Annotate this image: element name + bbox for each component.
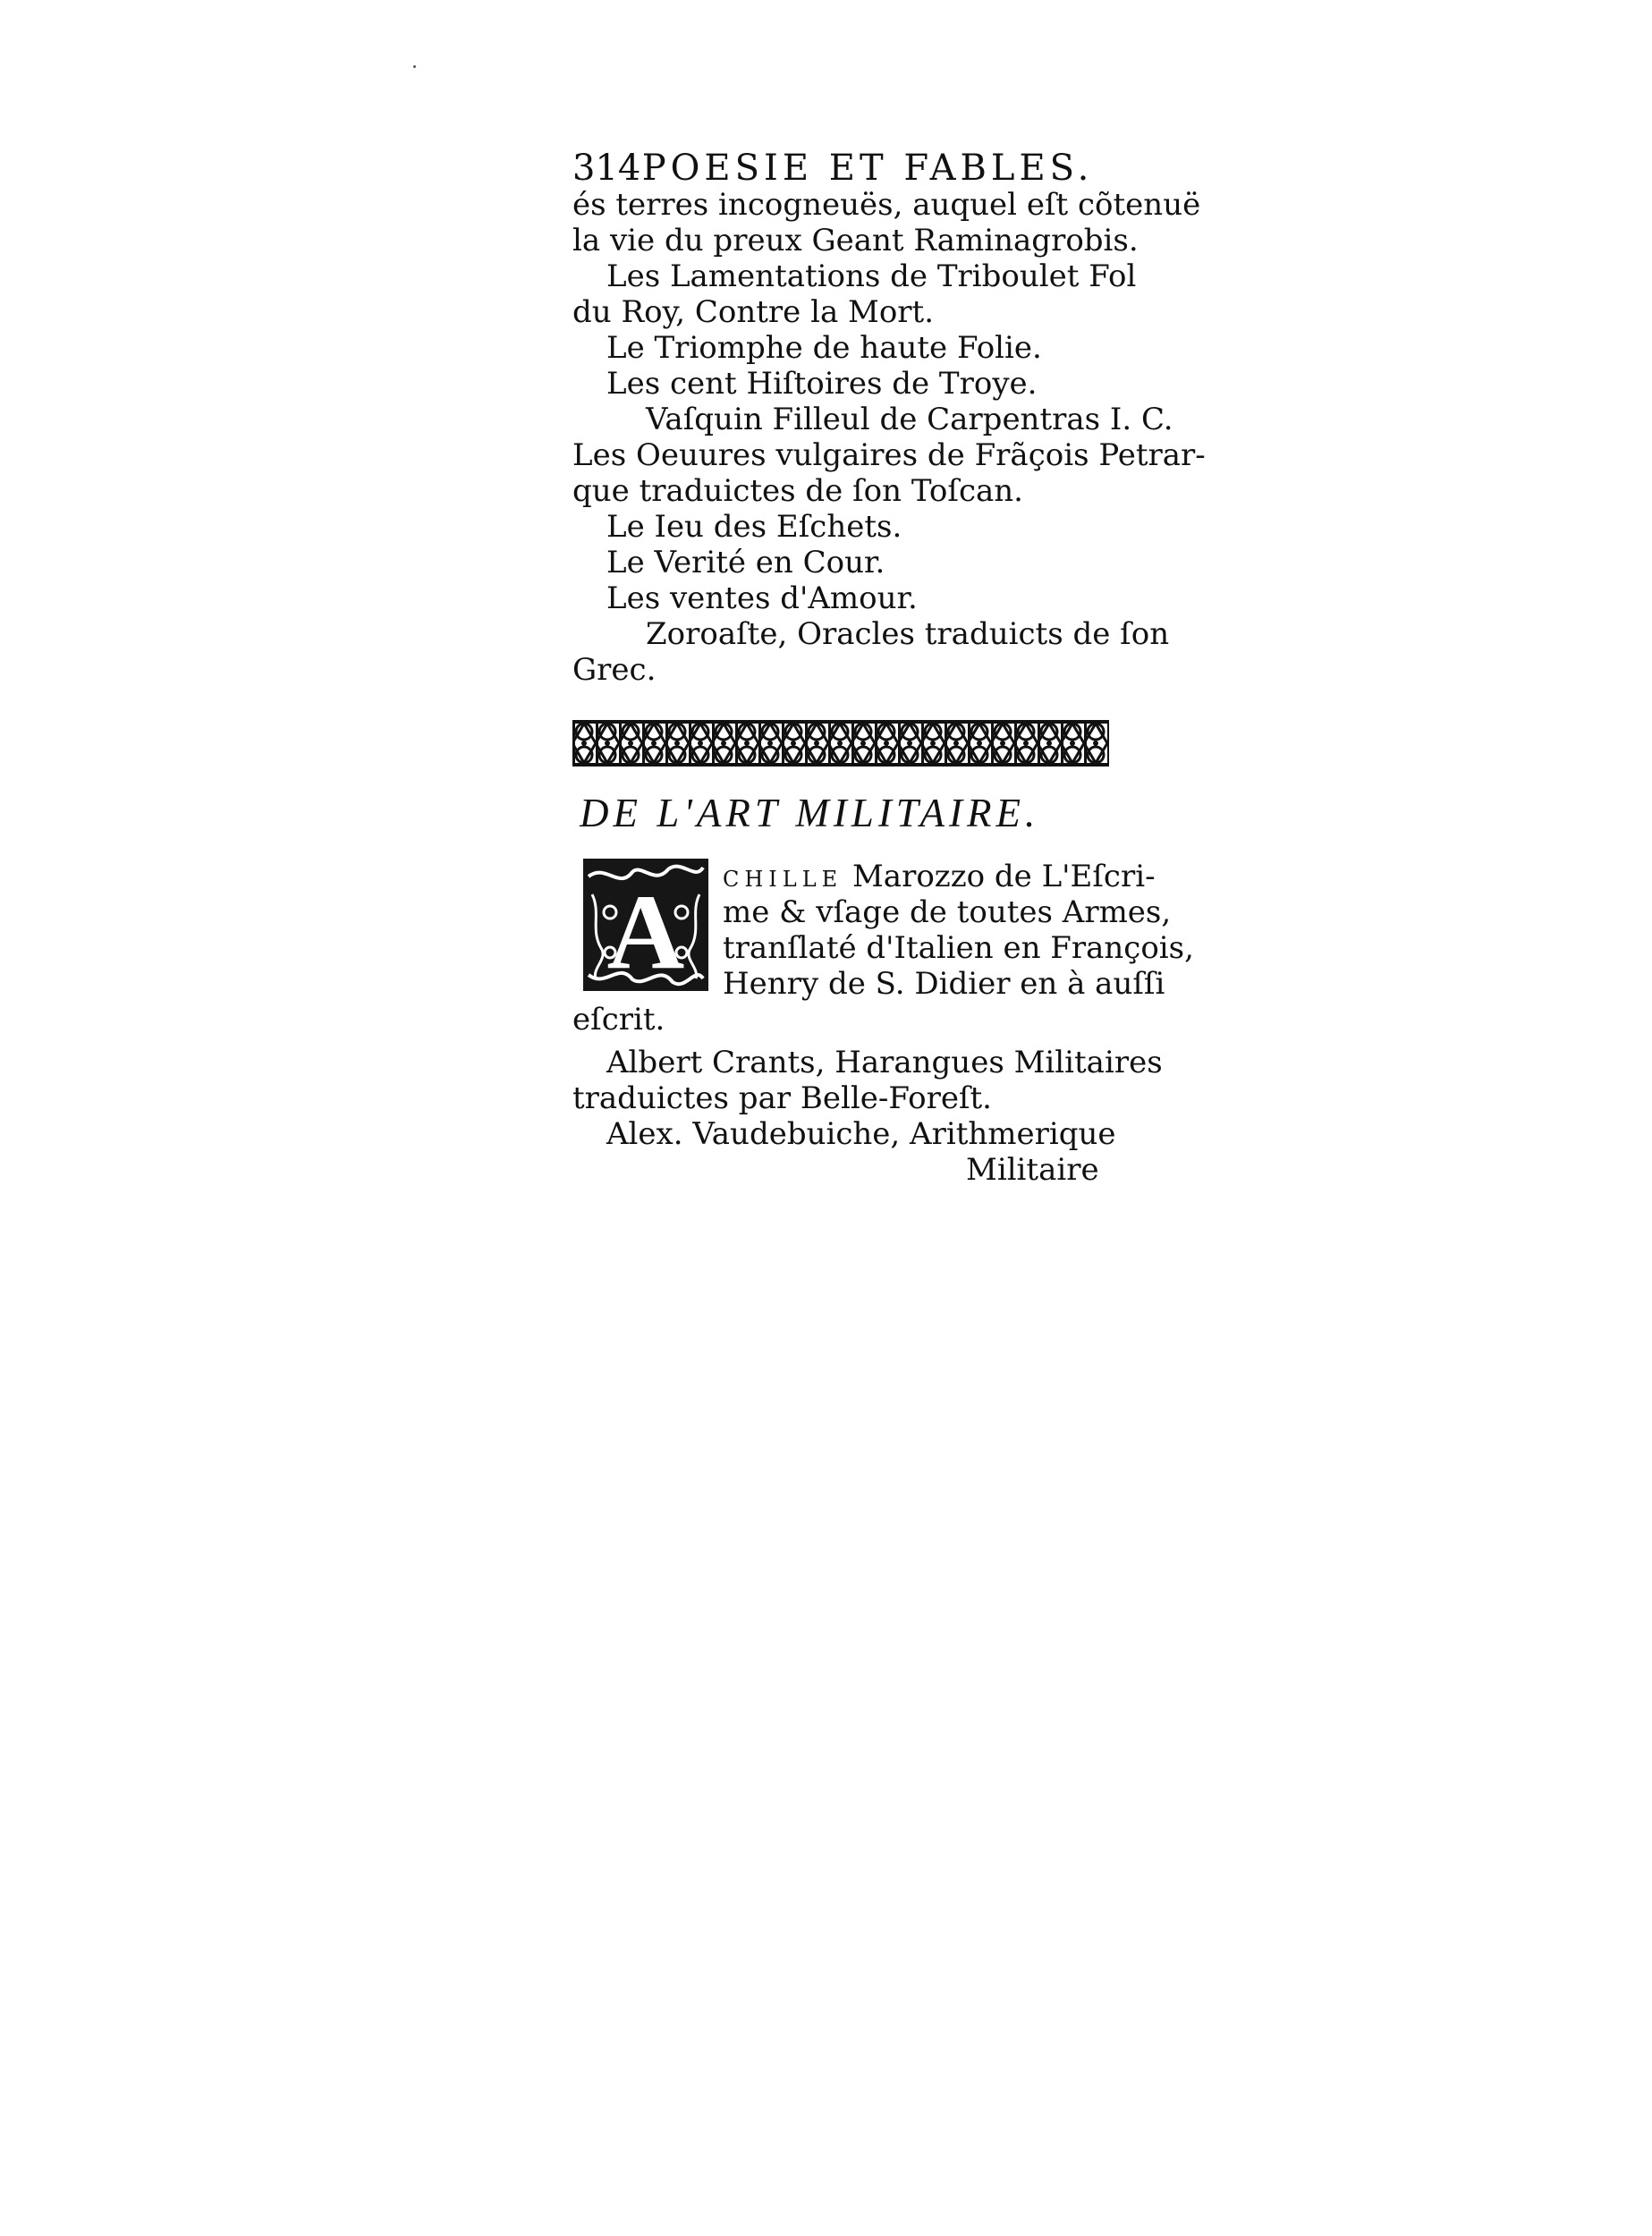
entry-line: Vaſquin Filleul de Carpentras I. C. <box>646 402 1173 437</box>
running-title: POESIE ET FABLES. <box>641 148 1094 189</box>
entry-line: tranſlaté d'Italien en François, <box>723 930 1194 966</box>
entry-line: Les ventes d'Amour. <box>606 580 918 616</box>
running-head <box>572 148 1127 189</box>
entry-line: Zoroaſte, Oracles traduicts de ſon <box>646 616 1170 652</box>
entry-line: eſcrit. <box>572 1002 665 1038</box>
paper-speck <box>413 65 416 68</box>
entry-line: Albert Crants, Harangues Militaires <box>606 1045 1163 1080</box>
page-number: 314 <box>572 148 641 189</box>
entry-line: traduictes par Belle-Foreſt. <box>572 1080 992 1116</box>
entry-line: Alex. Vaudebuiche, Arithmerique <box>606 1116 1116 1152</box>
entry-line: Les Oeuures vulgaires de Frãçois Petrar- <box>572 437 1206 473</box>
entry-line: Le Verité en Cour. <box>606 545 885 580</box>
entry-line: la vie du preux Geant Raminagrobis. <box>572 223 1139 258</box>
section-heading: DE L'ART MILITAIRE. <box>580 791 1040 835</box>
entry-line: Les Lamentations de Triboulet Fol <box>606 258 1137 294</box>
entry-line: du Roy, Contre la Mort. <box>572 294 935 330</box>
drop-cap-letter: A <box>606 872 685 991</box>
entry-line: Les cent Hiſtoires de Troye. <box>606 366 1038 402</box>
entry-line: Henry de S. Didier en à auſſi <box>723 966 1165 1002</box>
ornament-band <box>572 720 1109 767</box>
catchword: Militaire <box>966 1152 1099 1188</box>
text-column <box>572 148 1206 1188</box>
entry-line: Grec. <box>572 652 657 688</box>
smallcaps-word: CHILLE <box>723 867 843 892</box>
entry-line: me & vſage de toutes Armes, <box>723 894 1172 930</box>
entry-text: Marozzo de L'Eſcri- <box>851 859 1156 894</box>
entry-line: que traduictes de ſon Toſcan. <box>572 473 1023 509</box>
drop-cap-initial-image <box>583 859 708 991</box>
entry-line: és terres incogneuës, auquel eſt cõtenuë <box>572 187 1201 223</box>
entry-line: Le Triomphe de haute Folie. <box>606 330 1042 366</box>
entry-line: Le Ieu des Eſchets. <box>606 509 902 545</box>
entry-line <box>723 859 1156 897</box>
